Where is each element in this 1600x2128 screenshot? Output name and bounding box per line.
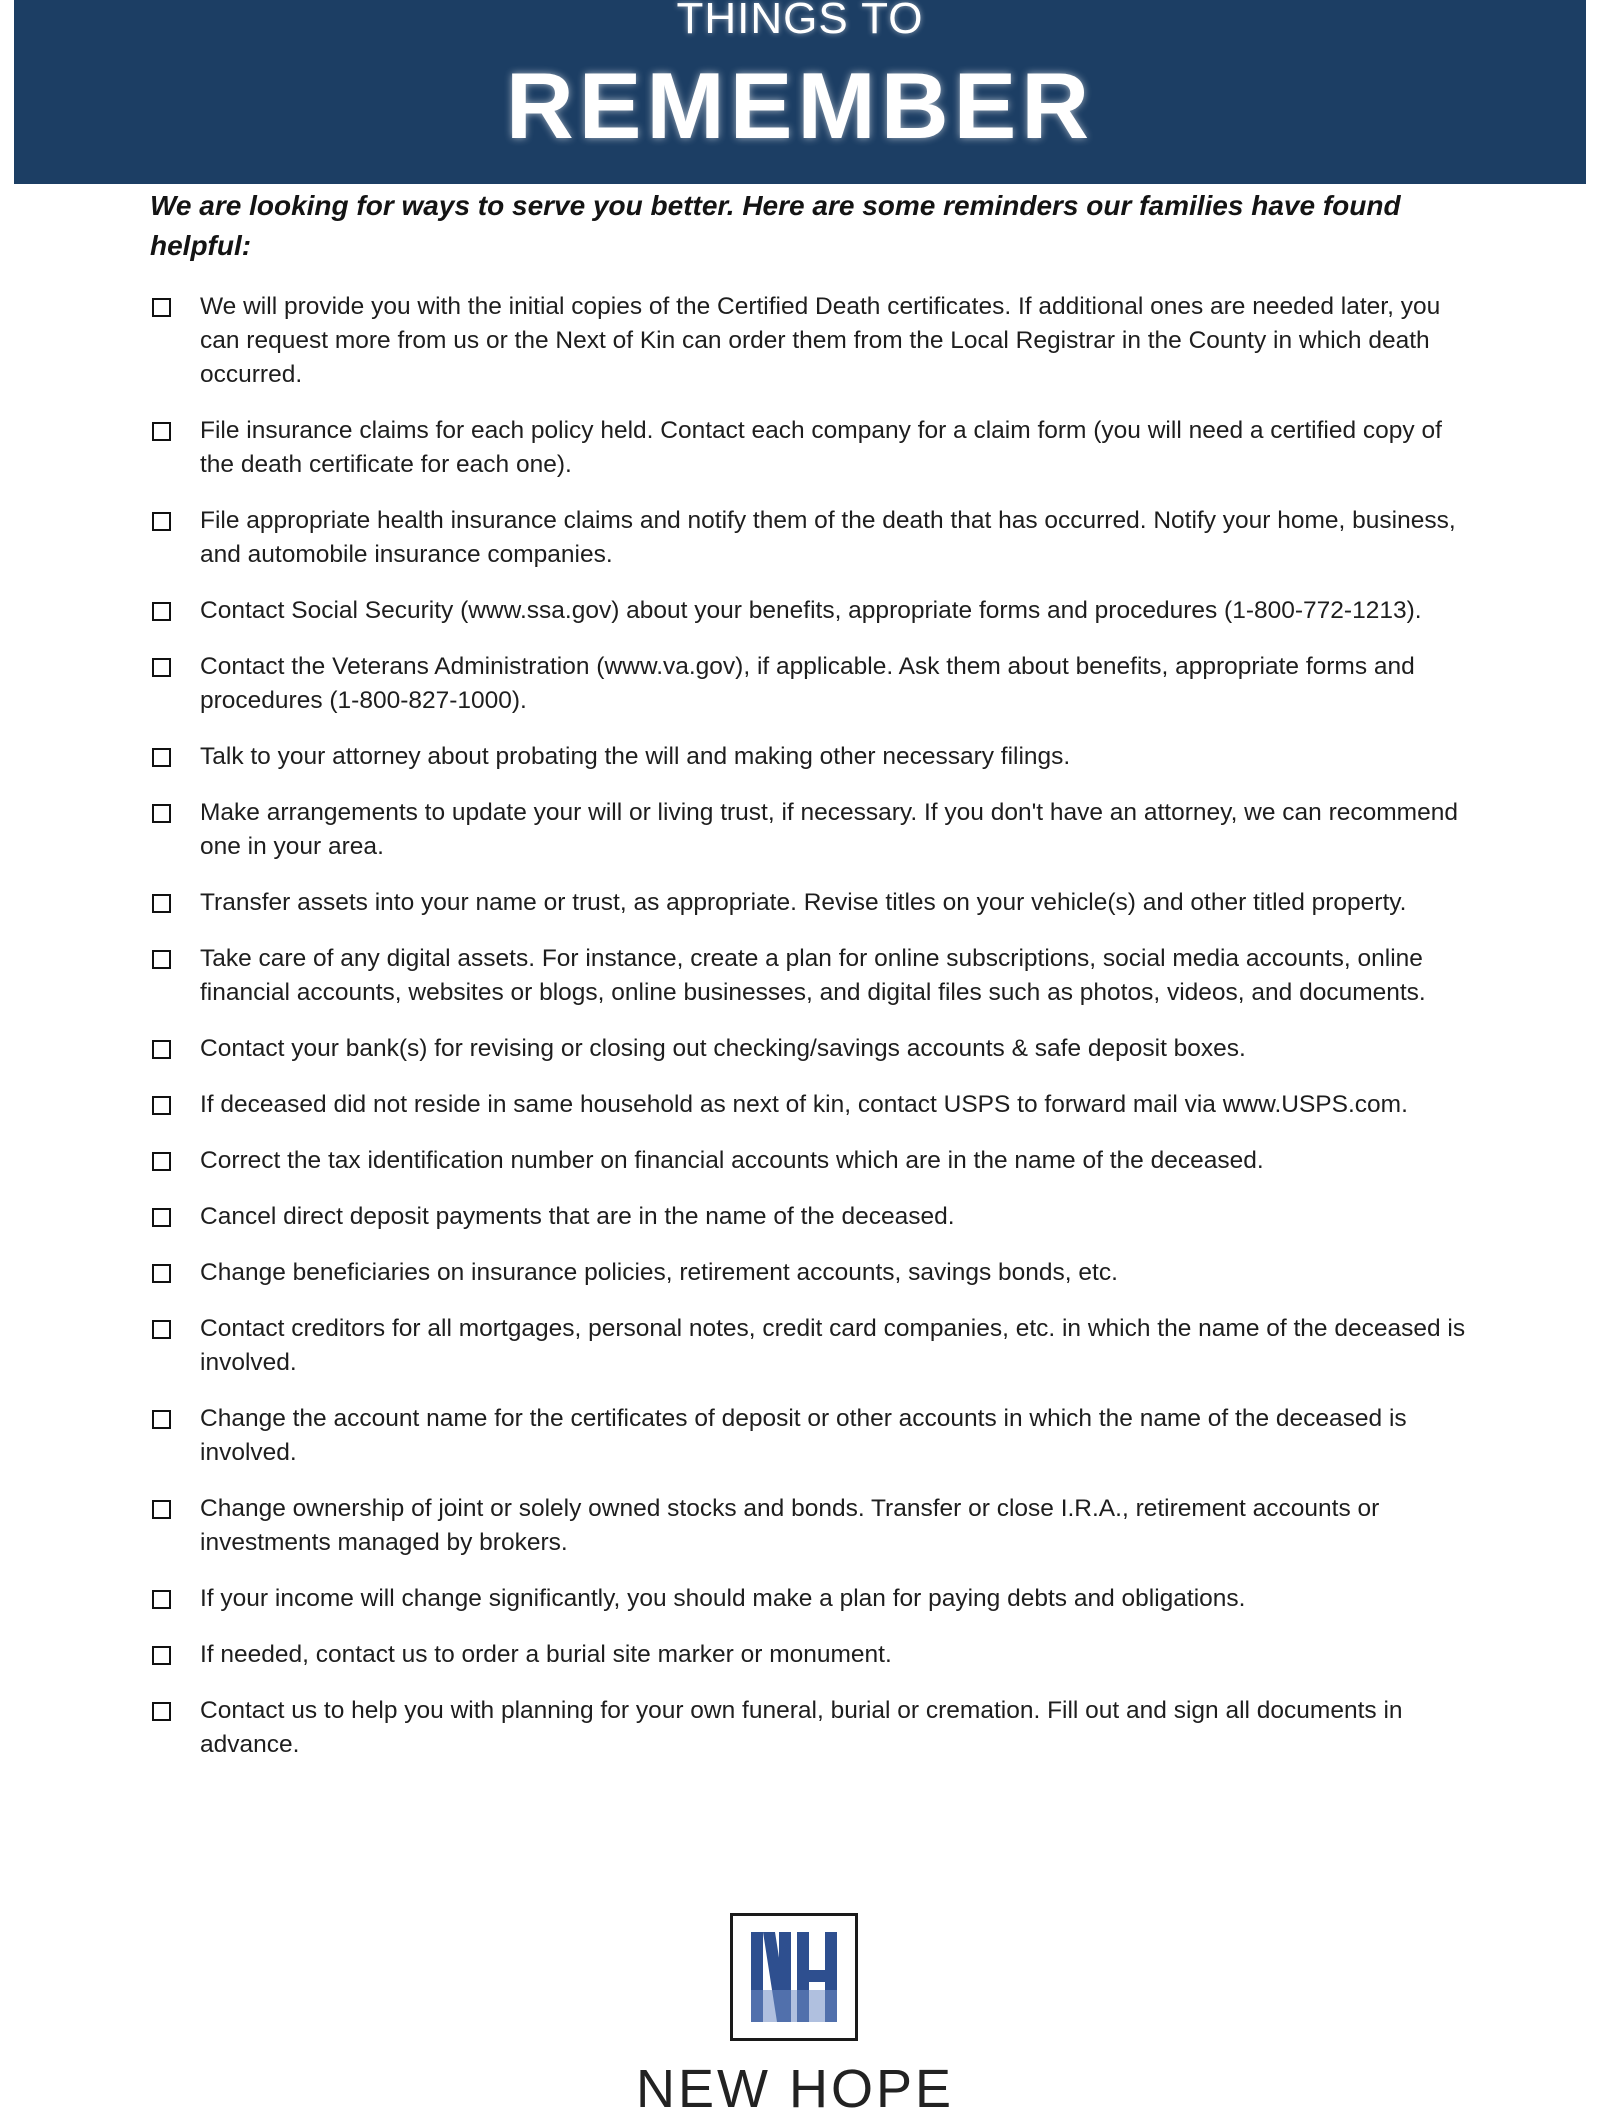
checklist-item <box>150 740 1470 774</box>
checkbox[interactable] <box>152 1320 171 1339</box>
checklist-item-text: If deceased did not reside in same household as next of kin, contact USPS to forward mail via www.USPS.com. <box>200 1091 1408 1118</box>
checkbox[interactable] <box>152 1264 171 1283</box>
checklist-item-text: Take care of any digital assets. For instance, create a plan for online subscriptions, social media accounts, online financial accounts, websites or blogs, online businesses, and digital files such as photos, videos, and documents. <box>200 945 1426 1006</box>
checklist-item <box>150 796 1470 864</box>
checklist-item-text: If your income will change significantly, you should make a plan for paying debts and obligations. <box>200 1585 1246 1612</box>
checkbox[interactable] <box>152 1500 171 1519</box>
reminder-checklist <box>150 290 1470 1784</box>
checkbox[interactable] <box>152 512 171 531</box>
header-title-line1: THINGS TO <box>676 0 924 43</box>
checkbox[interactable] <box>152 748 171 767</box>
checklist-item-text: Contact us to help you with planning for your own funeral, burial or cremation. Fill out and sign all documents in advance. <box>200 1697 1403 1758</box>
checklist-item <box>150 414 1470 482</box>
checklist-item-text: File insurance claims for each policy held. Contact each company for a claim form (you will need a certified copy of the death certificate for each one). <box>200 417 1442 478</box>
checklist-item-text: Transfer assets into your name or trust, as appropriate. Revise titles on your vehicle(s) and other titled property. <box>200 889 1407 916</box>
checklist-item-text: We will provide you with the initial copies of the Certified Death certificates. If additional ones are needed later, you can request more from us or the Next of Kin can order them from the Local Registrar in the County in which death occurred. <box>200 293 1441 388</box>
checklist-item <box>150 1582 1470 1616</box>
checklist-item <box>150 1256 1470 1290</box>
checkbox[interactable] <box>152 422 171 441</box>
checkbox[interactable] <box>152 658 171 677</box>
checklist-item-text: Contact your bank(s) for revising or closing out checking/savings accounts & safe deposit boxes. <box>200 1035 1246 1062</box>
checklist-item <box>150 942 1470 1010</box>
checklist-item-text: Contact the Veterans Administration (www.va.gov), if applicable. Ask them about benefits, appropriate forms and procedures (1-800-827-1000). <box>200 653 1415 714</box>
logo-wordmark: NEW HOPE <box>635 2059 955 2119</box>
checkbox[interactable] <box>152 1646 171 1665</box>
checkbox[interactable] <box>152 298 171 317</box>
checkbox[interactable] <box>152 894 171 913</box>
checklist-item <box>150 1694 1470 1762</box>
checkbox[interactable] <box>152 1040 171 1059</box>
checkbox[interactable] <box>152 804 171 823</box>
checklist-item-text: If needed, contact us to order a burial site marker or monument. <box>200 1641 892 1668</box>
checkbox[interactable] <box>152 602 171 621</box>
checkbox[interactable] <box>152 1410 171 1429</box>
checklist-item-text: File appropriate health insurance claims and notify them of the death that has occurred. Notify your home, business, and automobile insurance companies. <box>200 507 1456 568</box>
checklist-item <box>150 290 1470 392</box>
checklist-item <box>150 1402 1470 1470</box>
checklist-item-text: Correct the tax identification number on financial accounts which are in the name of the deceased. <box>200 1147 1264 1174</box>
checklist-item-text: Contact Social Security (www.ssa.gov) about your benefits, appropriate forms and procedures (1-800-772-1213). <box>200 597 1422 624</box>
checklist-item-text: Contact creditors for all mortgages, personal notes, credit card companies, etc. in which the name of the deceased is involved. <box>200 1315 1466 1376</box>
checklist-item <box>150 1032 1470 1066</box>
checkbox[interactable] <box>152 1152 171 1171</box>
checklist-item <box>150 650 1470 718</box>
checklist-item <box>150 1638 1470 1672</box>
checklist-item-text: Change beneficiaries on insurance policies, retirement accounts, savings bonds, etc. <box>200 1259 1118 1286</box>
checklist-item-text: Cancel direct deposit payments that are in the name of the deceased. <box>200 1203 955 1230</box>
checklist-item-text: Make arrangements to update your will or living trust, if necessary. If you don't have an attorney, we can recommend one in your area. <box>200 799 1458 860</box>
checklist-item <box>150 1144 1470 1178</box>
checklist-item-text: Change the account name for the certificates of deposit or other accounts in which the name of the deceased is involved. <box>200 1405 1407 1466</box>
checkbox[interactable] <box>152 1702 171 1721</box>
intro-text: We are looking for ways to serve you better. Here are some reminders our families have found helpful: <box>150 190 1401 261</box>
nh-monogram-icon <box>749 1930 839 2024</box>
checklist-item <box>150 504 1470 572</box>
checklist-item-text: Talk to your attorney about probating the will and making other necessary filings. <box>200 743 1071 770</box>
checklist-item <box>150 1312 1470 1380</box>
checklist-item <box>150 1200 1470 1234</box>
header-banner <box>14 0 1586 184</box>
new-hope-logo-mark <box>730 1913 858 2041</box>
header-title-line2: REMEMBER <box>505 53 1095 158</box>
checklist-item-text: Change ownership of joint or solely owned stocks and bonds. Transfer or close I.R.A., retirement accounts or investments managed by brokers. <box>200 1495 1380 1556</box>
checkbox[interactable] <box>152 1096 171 1115</box>
checklist-item <box>150 886 1470 920</box>
checklist-item <box>150 594 1470 628</box>
checklist-item <box>150 1088 1470 1122</box>
checkbox[interactable] <box>152 950 171 969</box>
checklist-item <box>150 1492 1470 1560</box>
checkbox[interactable] <box>152 1590 171 1609</box>
checkbox[interactable] <box>152 1208 171 1227</box>
